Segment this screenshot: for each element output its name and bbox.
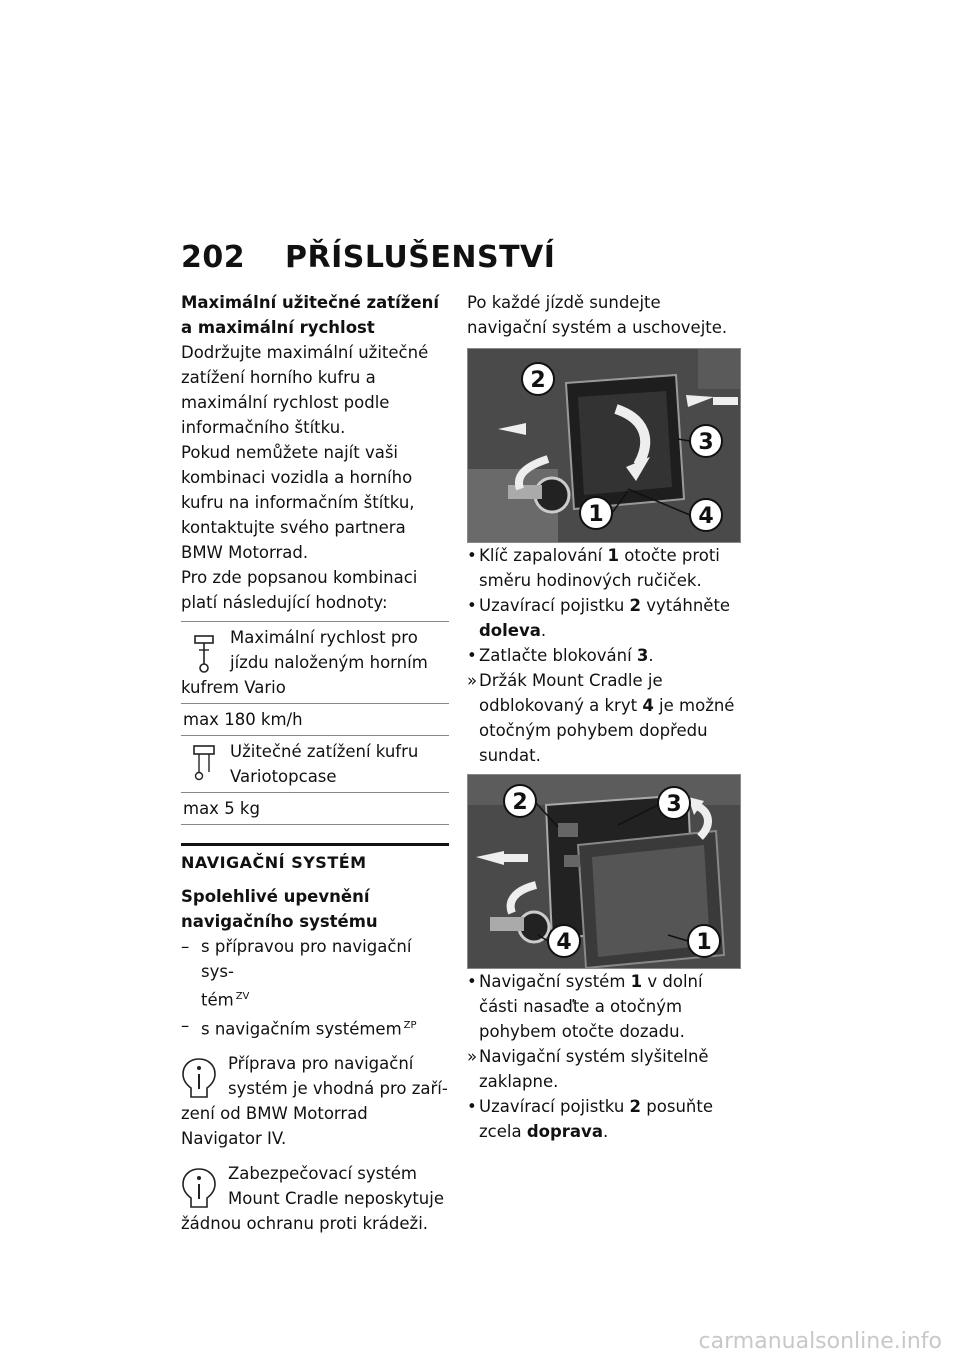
step-text: .	[540, 621, 547, 640]
info-note: Zabezpečovací systém Mount Cradle neposkytuje žádnou ochranu proti krádeži.	[181, 1164, 444, 1233]
callout-2: 2	[512, 790, 528, 815]
step-item	[467, 1044, 739, 1094]
result-mark: »	[467, 1047, 478, 1066]
steps-install	[467, 969, 739, 1144]
bullet-mark: •	[467, 646, 477, 665]
step-text: .	[648, 646, 654, 665]
step-text: Uzavírací pojistku	[479, 596, 630, 615]
step-text: Držák Mount Cradle je odblokovaný a kryt	[479, 671, 663, 715]
topcase-load-icon	[191, 744, 217, 784]
bullet-mark: •	[467, 972, 477, 991]
step-text: je možné otočným pohybem dopředu sundat.	[479, 696, 735, 765]
step-item	[467, 668, 739, 768]
paragraph-intro: Po každé jízdě sundejte navigační systém a uschovejte.	[467, 293, 728, 337]
steps-remove	[467, 543, 739, 768]
section-title: NAVIGAČNÍ SYSTÉM	[181, 853, 367, 872]
step-item	[467, 643, 739, 668]
step-emphasis: 4	[642, 696, 654, 715]
step-item	[467, 1094, 739, 1144]
step-text: Klíč zapalování	[479, 546, 608, 565]
list-item: – s přípravou pro navigační sys- tém $^{ZV}$	[181, 937, 412, 1010]
right-column	[467, 290, 739, 1144]
step-emphasis: doleva	[479, 621, 541, 640]
step-emphasis: 2	[629, 596, 642, 615]
paragraph-values: Pro zde popsanou kombinaci platí následující hodnoty:	[181, 568, 418, 612]
spec-load-value: max 5 kg	[181, 793, 449, 825]
watermark: carmanualsonline.info	[698, 1329, 942, 1354]
step-item	[467, 543, 739, 593]
list-item: – s navigačním systémem $^{ZP}$	[181, 1015, 417, 1038]
step-emphasis: 3	[636, 646, 649, 665]
info-note: Příprava pro navigační systém je vhodná pro zaří- zení od BMW Motorrad Navigator IV.	[181, 1054, 448, 1148]
step-text: Zatlačte blokování	[479, 646, 637, 665]
step-text: v dolní části nasaďte a otočným pohybem otočte dozadu.	[479, 972, 703, 1041]
cradle-unlock-illustration	[468, 349, 740, 542]
heading-payload-speed: Maximální užitečné zatížení a maximální rychlost	[181, 293, 440, 337]
paragraph-contact: Pokud nemůžete najít vaši kombinaci vozidla a horního kufru na informačním štítku, kontaktujte svého partnera BMW Motorrad.	[181, 443, 415, 562]
info-icon	[181, 1057, 217, 1101]
left-column	[181, 290, 449, 1236]
step-text: Navigační systém slyšitelně zaklapne.	[479, 1047, 709, 1091]
paragraph-observe: Dodržujte maximální užitečné zatížení horního kufru a maximální rychlost podle informačního štítku.	[181, 343, 429, 437]
step-emphasis: doprava	[526, 1122, 603, 1141]
nav-install-illustration	[468, 775, 740, 968]
step-emphasis: 1	[607, 546, 619, 565]
step-text: Uzavírací pojistku	[479, 1097, 630, 1116]
bullet-mark: •	[467, 546, 477, 565]
chapter-title: PŘÍSLUŠENSTVÍ	[285, 240, 556, 275]
page-number: 202	[181, 240, 246, 275]
step-item	[467, 593, 739, 643]
page-header	[181, 240, 555, 275]
callout-4: 4	[698, 504, 714, 529]
bullet-mark: •	[467, 1097, 477, 1116]
callout-1: 1	[588, 502, 604, 527]
callout-4: 4	[556, 930, 572, 955]
topcase-speed-icon	[191, 634, 217, 674]
step-text: .	[602, 1122, 609, 1141]
heading-secure-mounting: Spolehlivé upevnění navigačního systému	[181, 887, 378, 931]
info-icon	[181, 1167, 217, 1211]
figure-unlock-cradle	[467, 348, 741, 543]
step-emphasis: 2	[629, 1097, 642, 1116]
section-navigation	[181, 843, 449, 1236]
figure-install-nav	[467, 774, 741, 969]
result-mark: »	[467, 671, 478, 690]
step-text: vytáhněte	[641, 596, 731, 615]
step-text: otočte proti směru hodinových ručiček.	[479, 546, 720, 590]
callout-2: 2	[530, 368, 546, 393]
step-item	[467, 969, 739, 1044]
step-text: Navigační systém	[479, 972, 631, 991]
step-text: posuňte zcela	[479, 1097, 713, 1141]
spec-table	[181, 621, 449, 825]
spec-speed-value: max 180 km/h	[181, 704, 449, 736]
step-emphasis: 1	[630, 972, 643, 991]
callout-3: 3	[698, 430, 714, 455]
callout-3: 3	[666, 792, 682, 817]
spec-load-title: Užitečné zatížení kufru Variotopcase	[181, 736, 449, 793]
spec-speed-title: Maximální rychlost pro jízdu naloženým horním kufrem Vario	[181, 622, 449, 704]
callout-1: 1	[696, 930, 712, 955]
bullet-mark: •	[467, 596, 477, 615]
